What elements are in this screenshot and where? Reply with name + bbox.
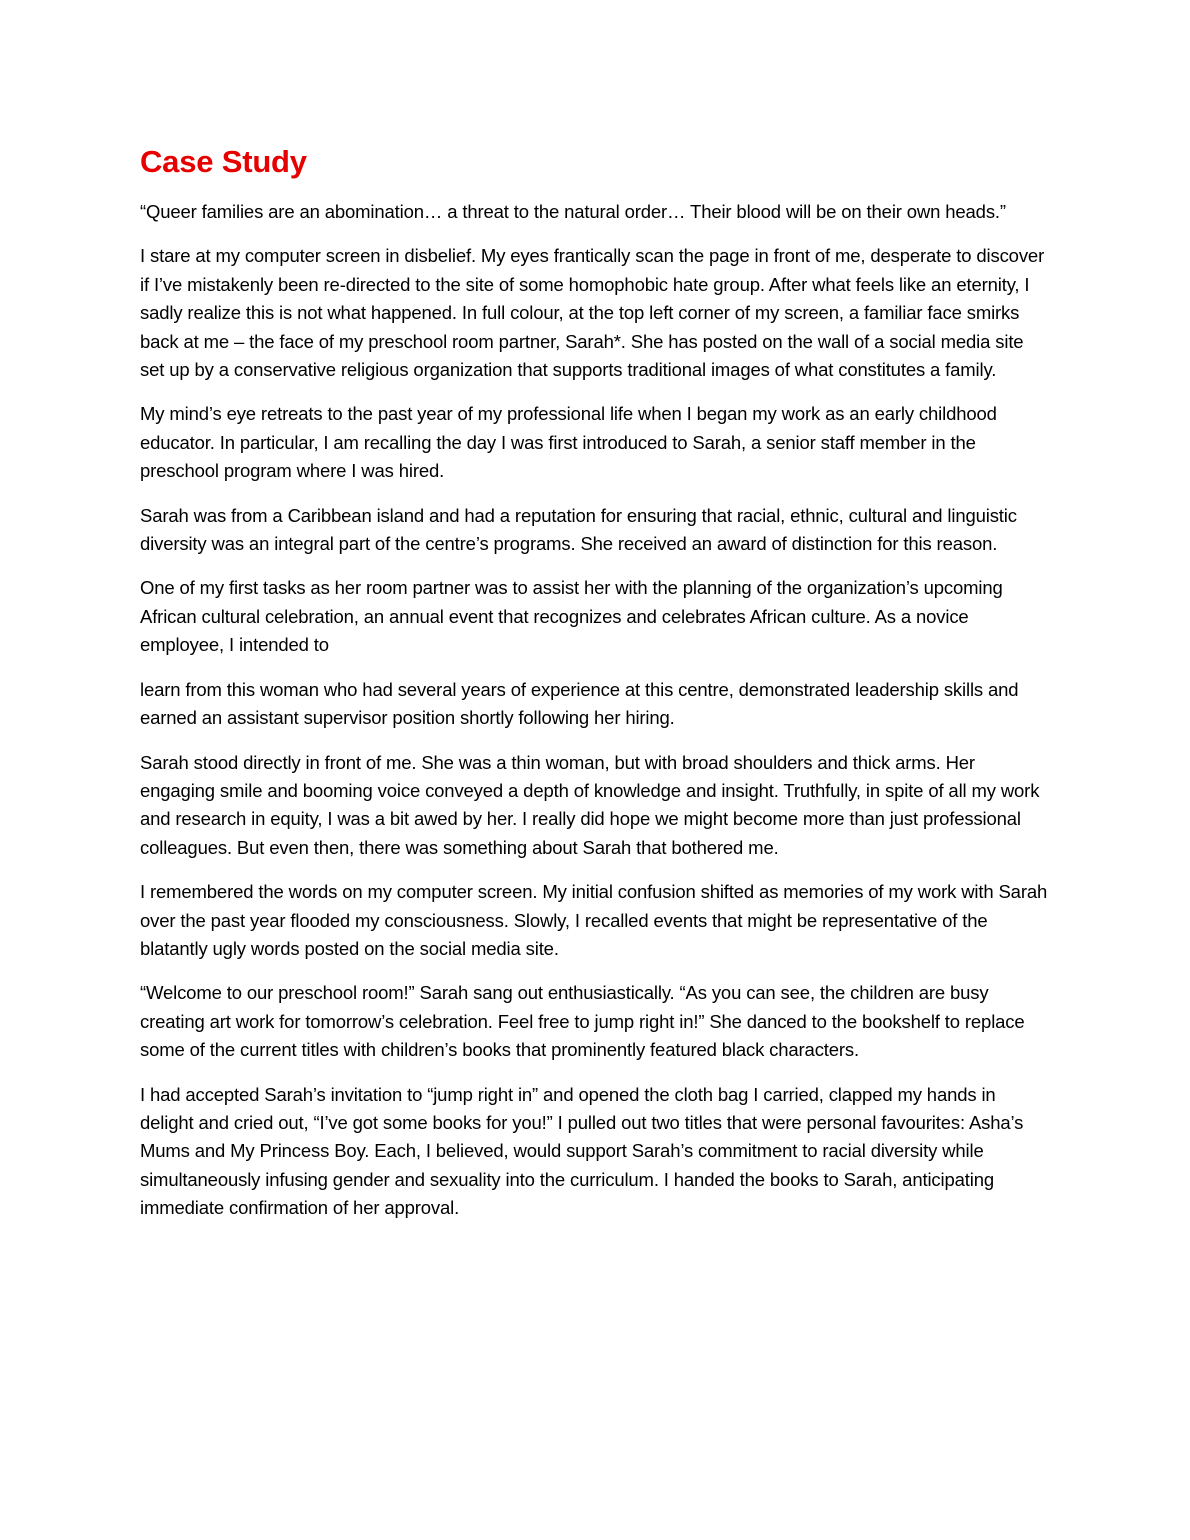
document-body [140, 140, 1052, 1239]
paragraph: Sarah was from a Caribbean island and had a reputation for ensuring that racial, ethnic, cultural and linguistic diversity was an integral part of the centre’s programs. She received an award of distinction for this reason. [140, 504, 1017, 555]
paragraph: “Welcome to our preschool room!” Sarah sang out enthusiastically. “As you can see, the children are busy creating art work for tomorrow’s celebration. Feel free to jump right in!” She danced to the bookshelf to replace some of the current titles with children’s books that prominently featured black characters. [140, 982, 1025, 1061]
paragraph: Sarah stood directly in front of me. She was a thin woman, but with broad shoulders and thick arms. Her engaging smile and booming voice conveyed a depth of knowledge and insight. Truthfully, in spite of all my work and research in equity, I was a bit awed by her. I really did hope we might become more than just professional colleagues. But even then, there was something about Sarah that bothered me. [140, 751, 1040, 858]
document-title: Case Study [140, 144, 307, 179]
paragraph: I stare at my computer screen in disbelief. My eyes frantically scan the page in front of me, desperate to discover if I’ve mistakenly been re-directed to the site of some homophobic hate group. After what feels like an eternity, I sadly realize this is not what happened. In full colour, at the top left corner of my screen, a familiar face smirks back at me – the face of my preschool room partner, Sarah*. She has posted on the wall of a social media site set up by a conservative religious organization that supports traditional images of what constitutes a family. [140, 245, 1045, 381]
paragraph: learn from this woman who had several years of experience at this centre, demonstrated leadership skills and earned an assistant supervisor position shortly following her hiring. [140, 678, 1019, 729]
paragraph: My mind’s eye retreats to the past year of my professional life when I began my work as an early childhood educator. In particular, I am recalling the day I was first introduced to Sarah, a senior staff member in the preschool program where I was hired. [140, 403, 997, 482]
paragraph-opening-quote: “Queer families are an abomination… a threat to the natural order… Their blood will be on their own heads.” [140, 201, 1006, 222]
paragraph: I had accepted Sarah’s invitation to “jump right in” and opened the cloth bag I carried, clapped my hands in delight and cried out, “I’ve got some books for you!” I pulled out two titles that were personal favourites: Asha’s Mums and My Princess Boy. Each, I believed, would support Sarah’s commitment to racial diversity while simultaneously infusing gender and sexuality into the curriculum. I handed the books to Sarah, anticipating immediate confirmation of her approval. [140, 1083, 1024, 1219]
paragraph: One of my first tasks as her room partner was to assist her with the planning of the organization’s upcoming African cultural celebration, an annual event that recognizes and celebrates African culture. As a novice employee, I intended to [140, 577, 1003, 656]
paragraph: I remembered the words on my computer screen. My initial confusion shifted as memories of my work with Sarah over the past year flooded my consciousness. Slowly, I recalled events that might be representative of the blatantly ugly words posted on the social media site. [140, 881, 1048, 959]
